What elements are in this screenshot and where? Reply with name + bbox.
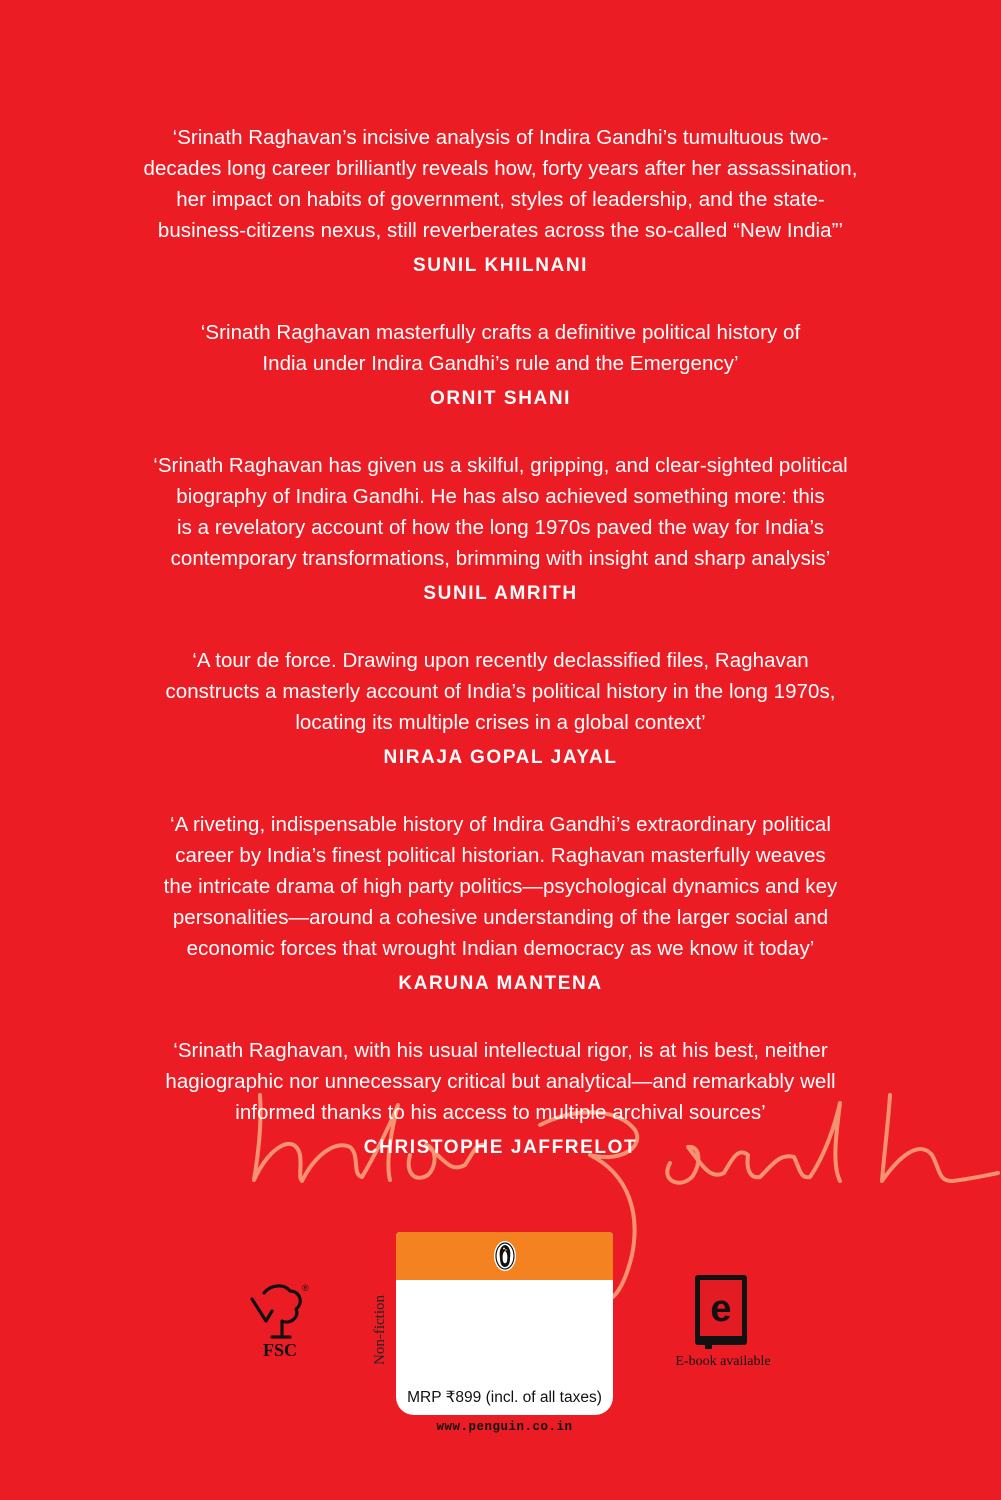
blurb-author: SUNIL AMRITH: [423, 583, 578, 604]
quote-line: informed thanks to his access to multiple archival sources’: [235, 1101, 766, 1124]
blurb-quote: [0, 122, 1001, 246]
quote-line: ‘Srinath Raghavan, with his usual intellectual rigor, is at his best, neither: [173, 1039, 828, 1062]
fsc-label: FSC: [262, 1340, 297, 1360]
blurb-author: ORNIT SHANI: [429, 388, 572, 409]
quote-line: contemporary transformations, brimming with insight and sharp analysis’: [170, 547, 831, 570]
blurb-jayal: [0, 645, 1001, 771]
quote-line: locating its multiple crises in a global context’: [295, 711, 706, 734]
quote-line: biography of Indira Gandhi. He has also achieved something more: this: [176, 485, 825, 508]
quote-line: is a revelatory account of how the long 1970s paved the way for India’s: [176, 516, 825, 539]
quote-line: economic forces that wrought Indian democracy as we know it today’: [186, 937, 815, 960]
blurb-author: KARUNA MANTENA: [398, 973, 603, 994]
registered-mark: ®: [302, 1283, 309, 1293]
blurb-author: NIRAJA GOPAL JAYAL: [383, 747, 618, 768]
quote-line: ‘A riveting, indispensable history of Indira Gandhi’s extraordinary political: [170, 813, 831, 836]
penguin-logo-icon: [492, 1240, 518, 1272]
blurb-author: SUNIL KHILNANI: [412, 255, 589, 276]
genre-label: Non-fiction: [372, 1295, 388, 1365]
blurb-amrith: [0, 450, 1001, 607]
ebook-label: E-book available: [675, 1354, 771, 1369]
blurb-author: CHRISTOPHE JAFFRELOT: [363, 1137, 638, 1158]
price-box-band: [396, 1232, 613, 1280]
blurb-quote: [0, 645, 1001, 738]
blurb-quote: [0, 317, 1001, 379]
blurb-shani: [0, 317, 1001, 412]
quote-line: ‘Srinath Raghavan masterfully crafts a definitive political history of: [200, 321, 801, 344]
blurb-khilnani: [0, 122, 1001, 279]
quote-line: business-citizens nexus, still reverberates across the so-called “New India”’: [157, 219, 844, 242]
quote-line: the intricate drama of high party politics—psychological dynamics and key: [163, 875, 838, 898]
blurb-quote: [0, 1035, 1001, 1128]
quote-line: India under Indira Gandhi’s rule and the Emergency’: [262, 352, 739, 375]
price-box: [396, 1232, 613, 1415]
publisher-website: www.penguin.co.in: [436, 1420, 573, 1434]
blurb-quote: [0, 450, 1001, 574]
ebook-letter: e: [710, 1288, 732, 1330]
quote-line: decades long career brilliantly reveals how, forty years after her assassination,: [143, 157, 858, 180]
quote-line: ‘Srinath Raghavan has given us a skilful, gripping, and clear-sighted political: [153, 454, 848, 477]
quote-line: ‘A tour de force. Drawing upon recently declassified files, Raghavan: [192, 649, 809, 672]
blurb-jaffrelot: [0, 1035, 1001, 1161]
price-label: MRP ₹899 (incl. of all taxes): [407, 1389, 602, 1406]
quote-line: career by India’s finest political historian. Raghavan masterfully weaves: [175, 844, 826, 867]
quote-line: her impact on habits of government, styles of leadership, and the state-: [176, 188, 825, 211]
blurbs-section: [0, 122, 1001, 1161]
ebook-icon: [693, 1273, 749, 1351]
quote-line: constructs a masterly account of India’s political history in the long 1970s,: [165, 680, 836, 703]
quote-line: ‘Srinath Raghavan’s incisive analysis of Indira Gandhi’s tumultuous two-: [172, 126, 829, 149]
quote-line: hagiographic nor unnecessary critical but analytical—and remarkably well: [165, 1070, 836, 1093]
blurb-mantena: [0, 809, 1001, 997]
blurb-quote: [0, 809, 1001, 964]
quote-line: personalities—around a cohesive understanding of the larger social and: [172, 906, 829, 929]
